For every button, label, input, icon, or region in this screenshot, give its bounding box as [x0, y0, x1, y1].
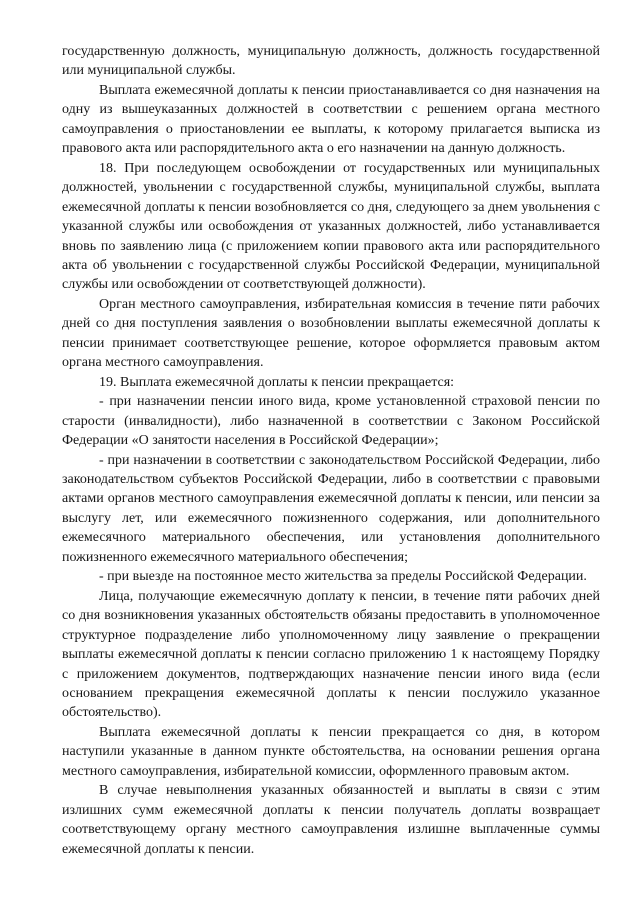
paragraph-suspension: Выплата ежемесячной доплаты к пенсии приостанавливается со дня назначения на одну из вышеуказанных должностей в соответствии с решением органа местного самоуправления о приостановлении ее выплаты, к которому прилагается выписка из правового акта или распорядительного акта о его назначении на данную должность. — [62, 82, 600, 157]
list-item-emigration: - при выезде на постоянное место жительства за пределы Российской Федерации. — [99, 569, 587, 585]
paragraph-item-18: 18. При последующем освобождении от государственных или муниципальных должностей, увольнении с государственной службы, муниципальной службы, выплата ежемесячной доплаты к пенсии возобновляется со дня, следующего за днем увольнения с указанной службы или освобождения от указанных должностей, либо устанавливается вновь по заявлению лица (с приложением копии правового акта или распорядительного акта об увольнении с государственной службы Российской Федерации, муниципальной службы или освобождении от соответствующей должности). — [62, 160, 600, 293]
paragraph-notification-duty: Лица, получающие ежемесячную доплату к пенсии, в течение пяти рабочих дней со дня возникновения указанных обстоятельств обязаны предоставить в уполномоченное структурное подразделение либо уполномоченному лицу заявление о прекращении выплаты ежемесячной доплаты к пенсии согласно приложению 1 к настоящему Порядку с приложением документов, подтверждающих назначение пенсии иного вида (если основанием прекращения ежемесячной доплаты к пенсии послужило указанное обстоятельство). — [62, 588, 600, 721]
list-item-other-pension: - при назначении пенсии иного вида, кроме установленной страховой пенсии по старости (инвалидности), либо назначенной в соответствии с Законом Российской Федерации «О занятости населения в Российской Федерации»; — [62, 394, 600, 449]
paragraph-item-19: 19. Выплата ежемесячной доплаты к пенсии прекращается: — [99, 374, 455, 390]
paragraph-termination-date: Выплата ежемесячной доплаты к пенсии прекращается со дня, в котором наступили указанные в данном пункте обстоятельства, на основании решения органа местного самоуправления, избирательной комиссии, оформленного правовым актом. — [62, 724, 600, 779]
list-item-other-payments: - при назначении в соответствии с законодательством Российской Федерации, либо законодательством субъектов Российской Федерации, либо в соответствии с правовыми актами органов местного самоуправления ежемесячной доплаты к пенсии, или пенсии за выслугу лет, или ежемесячного пожизненного содержания, или дополнительного ежемесячного материального обеспечения, или установления дополнительного пожизненного ежемесячного материального обеспечения; — [62, 452, 600, 565]
paragraph-commission-decision: Орган местного самоуправления, избирательная комиссия в течение пяти рабочих дней со дня поступления заявления о возобновлении выплаты ежемесячной доплаты к пенсии принимает соответствующее решение, которое оформляется правовым актом органа местного самоуправления. — [62, 296, 600, 371]
paragraph-continuation: государственную должность, муниципальную должность, должность государственной или муниципальной службы. — [62, 44, 600, 79]
paragraph-refund: В случае невыполнения указанных обязанностей и выплаты в связи с этим излишних сумм ежемесячной доплаты к пенсии получатель доплаты возвращает соответствующему органу местного самоуправления излишне выплаченные суммы ежемесячной доплаты к пенсии. — [62, 783, 600, 857]
document-page — [62, 42, 600, 859]
